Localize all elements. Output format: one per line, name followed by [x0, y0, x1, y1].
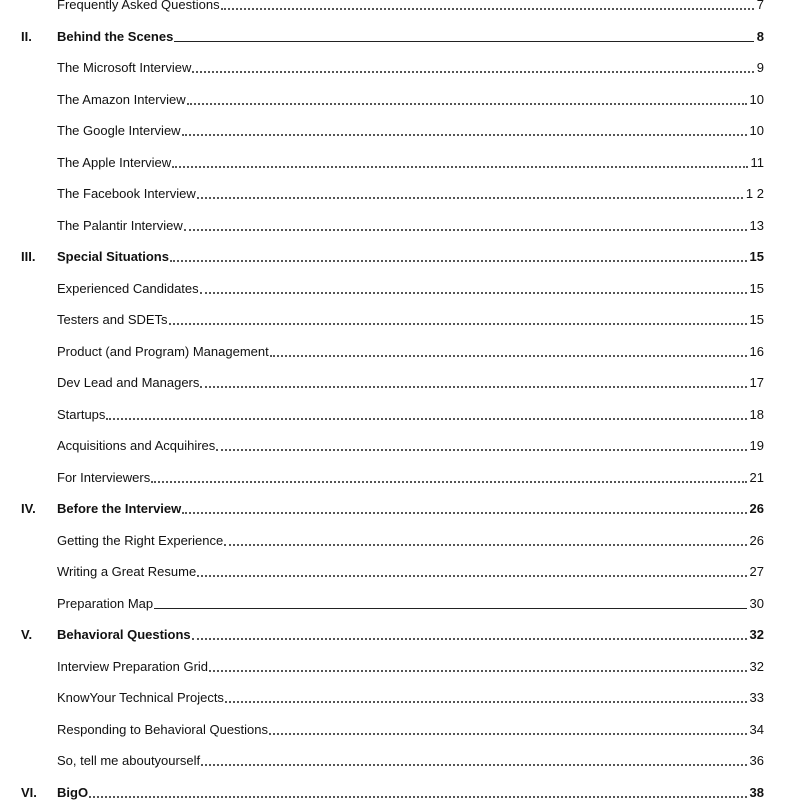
toc-entry-title: Behavioral Questions [57, 627, 191, 642]
toc-section-row [0, 373, 800, 393]
toc-leader-line [197, 575, 747, 577]
toc-leader-line [197, 197, 743, 199]
toc-page-number: 11 [750, 155, 764, 170]
toc-section-row [0, 562, 800, 582]
toc-page-number: 32 [749, 659, 764, 674]
toc-entry-title: Dev Lead and Managers [57, 375, 200, 390]
toc-page-number: 19 [749, 438, 764, 453]
toc-chapter-number: II. [21, 29, 32, 44]
toc-entry-title: The Microsoft Interview [57, 60, 192, 75]
toc-page-number: 26 [749, 533, 764, 548]
toc-entry-title: For Interviewers [57, 470, 151, 485]
toc-leader-line [106, 418, 747, 420]
toc-leader-line [201, 764, 747, 766]
toc-entry-title: Product (and Program) Management [57, 344, 269, 359]
toc-leader-line [172, 166, 748, 168]
toc-entry-title: The Palantir Interview [57, 218, 183, 233]
toc-page-number: 27 [749, 564, 764, 579]
toc-entry-title: Testers and SDETs [57, 312, 168, 327]
toc-leader-line [154, 608, 747, 609]
toc-section-row [0, 468, 800, 488]
toc-chapter-number: V. [21, 627, 33, 642]
toc-entry-title: Startups [57, 407, 106, 422]
toc-leader-line [269, 733, 747, 735]
toc-section-row [0, 153, 800, 173]
toc-page-number: 32 [749, 627, 764, 642]
toc-chapter-number: IV. [21, 501, 36, 516]
toc-page-number: 13 [749, 218, 764, 233]
toc-entry-title: KnowYour Technical Projects [57, 690, 224, 705]
toc-page-number: 38 [749, 785, 764, 800]
toc-leader-line [169, 323, 747, 325]
toc-section-row [0, 436, 800, 456]
toc-leader-line [225, 701, 747, 703]
toc-entry-title: Preparation Map [57, 596, 154, 611]
toc-entry-title: Acquisitions and Acquihires [57, 438, 216, 453]
toc-section-row [0, 531, 800, 551]
toc-chapter-row [0, 247, 800, 267]
toc-leader-line [184, 229, 747, 231]
toc-leader-line [192, 71, 754, 73]
toc-leader-line [224, 544, 747, 546]
toc-section-row [0, 58, 800, 78]
toc-entry-title: The Google Interview [57, 123, 181, 138]
toc-leader-line [170, 260, 747, 262]
toc-entry-title: BigO [57, 785, 89, 800]
toc-leader-line [192, 638, 747, 640]
toc-leader-line [187, 103, 747, 105]
toc-section-row [0, 310, 800, 330]
toc-section-row [0, 688, 800, 708]
toc-entry-title: The Facebook Interview [57, 186, 196, 201]
toc-page-number: 15 [749, 281, 764, 296]
toc-chapter-number: VI. [21, 785, 37, 800]
toc-section-row [0, 405, 800, 425]
toc-section-row [0, 720, 800, 740]
toc-leader-line [151, 481, 747, 483]
toc-chapter-row [0, 27, 800, 47]
toc-leader-line [89, 796, 747, 798]
toc-page-number: 9 [756, 60, 764, 75]
toc-entry-title: Before the Interview [57, 501, 182, 516]
toc-entry-title: The Amazon Interview [57, 92, 186, 107]
toc-section-row [0, 657, 800, 677]
toc-entry-title: Behind the Scenes [57, 29, 174, 44]
toc-section-row [0, 184, 800, 204]
toc-page-number: 30 [749, 596, 764, 611]
toc-entry-title: Experienced Candidates [57, 281, 199, 296]
toc-page-number: 10 [749, 123, 764, 138]
toc-chapter-row [0, 625, 800, 645]
toc-page-number: 34 [749, 722, 764, 737]
toc-page-number: 33 [749, 690, 764, 705]
toc-chapter-number: III. [21, 249, 36, 264]
toc-entry-title: Interview Preparation Grid [57, 659, 209, 674]
toc-page-number: 10 [749, 92, 764, 107]
toc-entry-title: Frequently Asked Questions [57, 0, 220, 12]
toc-page-number: 15 [749, 249, 764, 264]
toc-page-number: 15 [749, 312, 764, 327]
toc-entry-title: Writing a Great Resume [57, 564, 197, 579]
toc-chapter-row [0, 783, 800, 803]
toc-chapter-row [0, 499, 800, 519]
toc-leader-line [209, 670, 747, 672]
toc-entry-title: Special Situations [57, 249, 169, 264]
toc-page-number: 1 2 [745, 186, 764, 201]
toc-section-row [0, 594, 800, 614]
toc-entry-title: Responding to Behavioral Questions [57, 722, 269, 737]
toc-leader-line [182, 134, 747, 136]
toc-page-number: 36 [749, 753, 764, 768]
toc-section-row [0, 342, 800, 362]
toc-section-row [0, 0, 800, 15]
toc-leader-line [200, 292, 747, 294]
toc-entry-title: So, tell me aboutyourself [57, 753, 201, 768]
toc-entry-title: The Apple Interview [57, 155, 172, 170]
toc-page-number: 18 [749, 407, 764, 422]
toc-leader-line [200, 386, 747, 388]
toc-leader-line [221, 8, 754, 10]
toc-page-number: 7 [756, 0, 764, 12]
toc-section-row [0, 279, 800, 299]
toc-page-number: 17 [749, 375, 764, 390]
toc-leader-line [216, 449, 747, 451]
toc-leader-line [182, 512, 747, 514]
toc-entry-title: Getting the Right Experience [57, 533, 224, 548]
toc-leader-line [270, 355, 747, 357]
toc-leader-line [174, 41, 754, 42]
toc-page-number: 16 [749, 344, 764, 359]
toc-section-row [0, 216, 800, 236]
toc-page-number: 8 [756, 29, 764, 44]
toc-section-row [0, 751, 800, 771]
toc-section-row [0, 90, 800, 110]
toc-section-row [0, 121, 800, 141]
toc-page-number: 21 [749, 470, 764, 485]
toc-page-number: 26 [749, 501, 764, 516]
